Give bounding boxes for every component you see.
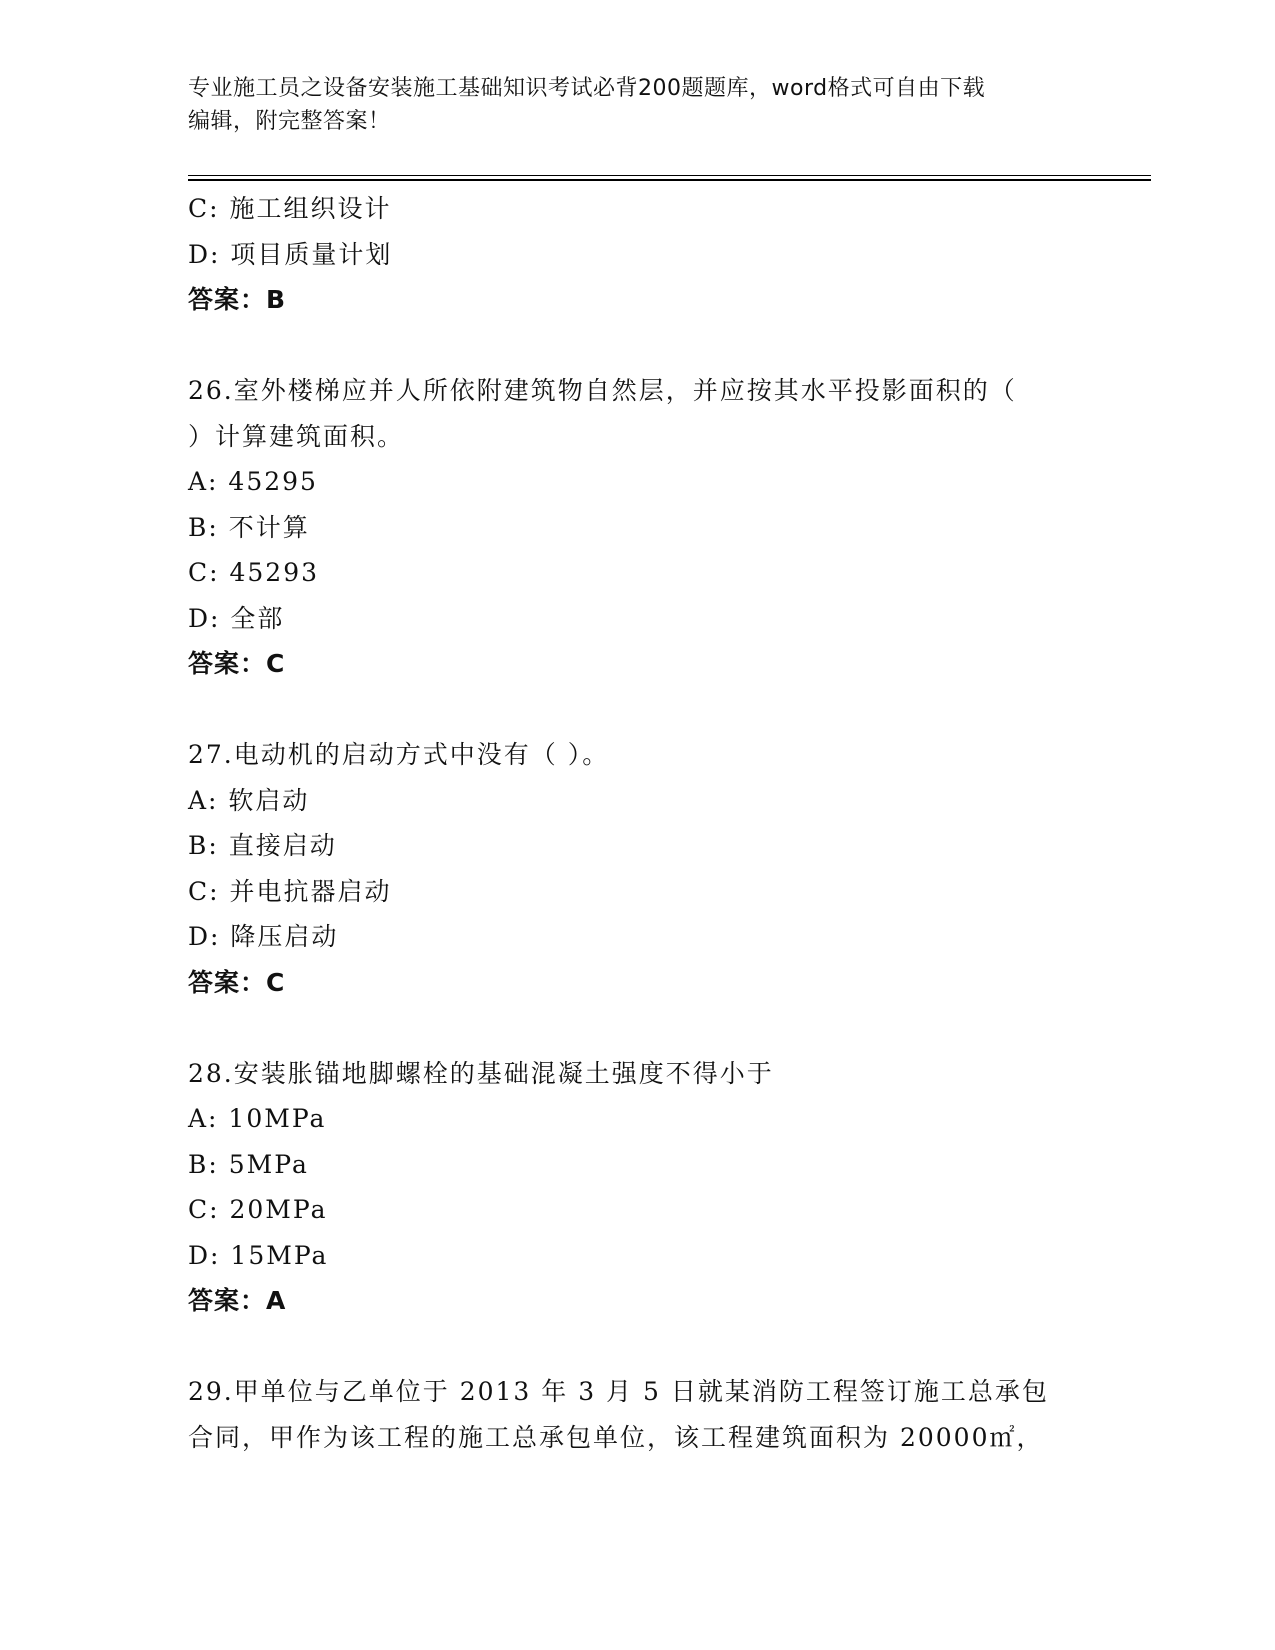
question-26 (188, 368, 1068, 687)
option-b: B: 5MPa (188, 1149, 309, 1179)
answer: 答案：B (188, 285, 287, 314)
document-header (188, 72, 1068, 138)
option-c: C: 施工组织设计 (188, 194, 392, 223)
question-27 (188, 732, 1068, 1005)
option-b: B: 直接启动 (188, 831, 337, 860)
question-text: 27.电动机的启动方式中没有（ ）。 (188, 740, 610, 769)
option-d: D: 降压启动 (188, 922, 339, 951)
option-a: A: 软启动 (188, 785, 310, 815)
option-b: B: 不计算 (188, 512, 310, 542)
question-text: ）计算建筑面积。 (188, 421, 405, 451)
option-d: D: 15MPa (188, 1240, 329, 1270)
option-c: C: 20MPa (188, 1195, 328, 1224)
header-title-line-2: 编辑，附完整答案！ (188, 109, 391, 134)
header-title-line-1: 专业施工员之设备安装施工基础知识考试必背200题题库，word格式可自由下载 (188, 76, 986, 101)
option-a: A: 10MPa (188, 1104, 327, 1133)
answer: 答案：A (188, 1286, 287, 1315)
answer: 答案：C (188, 967, 286, 997)
question-28 (188, 1051, 1068, 1324)
question-text: 29.甲单位与乙单位于 2013 年 3 月 5 日就某消防工程签订施工总承包 (188, 1377, 1049, 1406)
question-25-tail (188, 186, 1068, 323)
header-divider-top (188, 175, 1151, 176)
question-text: 28.安装胀锚地脚螺栓的基础混凝土强度不得小于 (188, 1058, 774, 1088)
answer: 答案：C (188, 649, 286, 678)
question-text: 26.室外楼梯应并人所依附建筑物自然层，并应按其水平投影面积的（ (188, 376, 1017, 405)
option-d: D: 全部 (188, 603, 285, 633)
option-d: D: 项目质量计划 (188, 239, 393, 269)
option-a: A: 45295 (188, 467, 318, 496)
option-c: C: 并电抗器启动 (188, 876, 392, 906)
question-list (188, 186, 1068, 1460)
question-text: 合同，甲作为该工程的施工总承包单位，该工程建筑面积为 20000㎡， (188, 1422, 1044, 1452)
header-divider-bottom (188, 179, 1151, 181)
question-29 (188, 1369, 1068, 1460)
option-c: C: 45293 (188, 558, 320, 587)
